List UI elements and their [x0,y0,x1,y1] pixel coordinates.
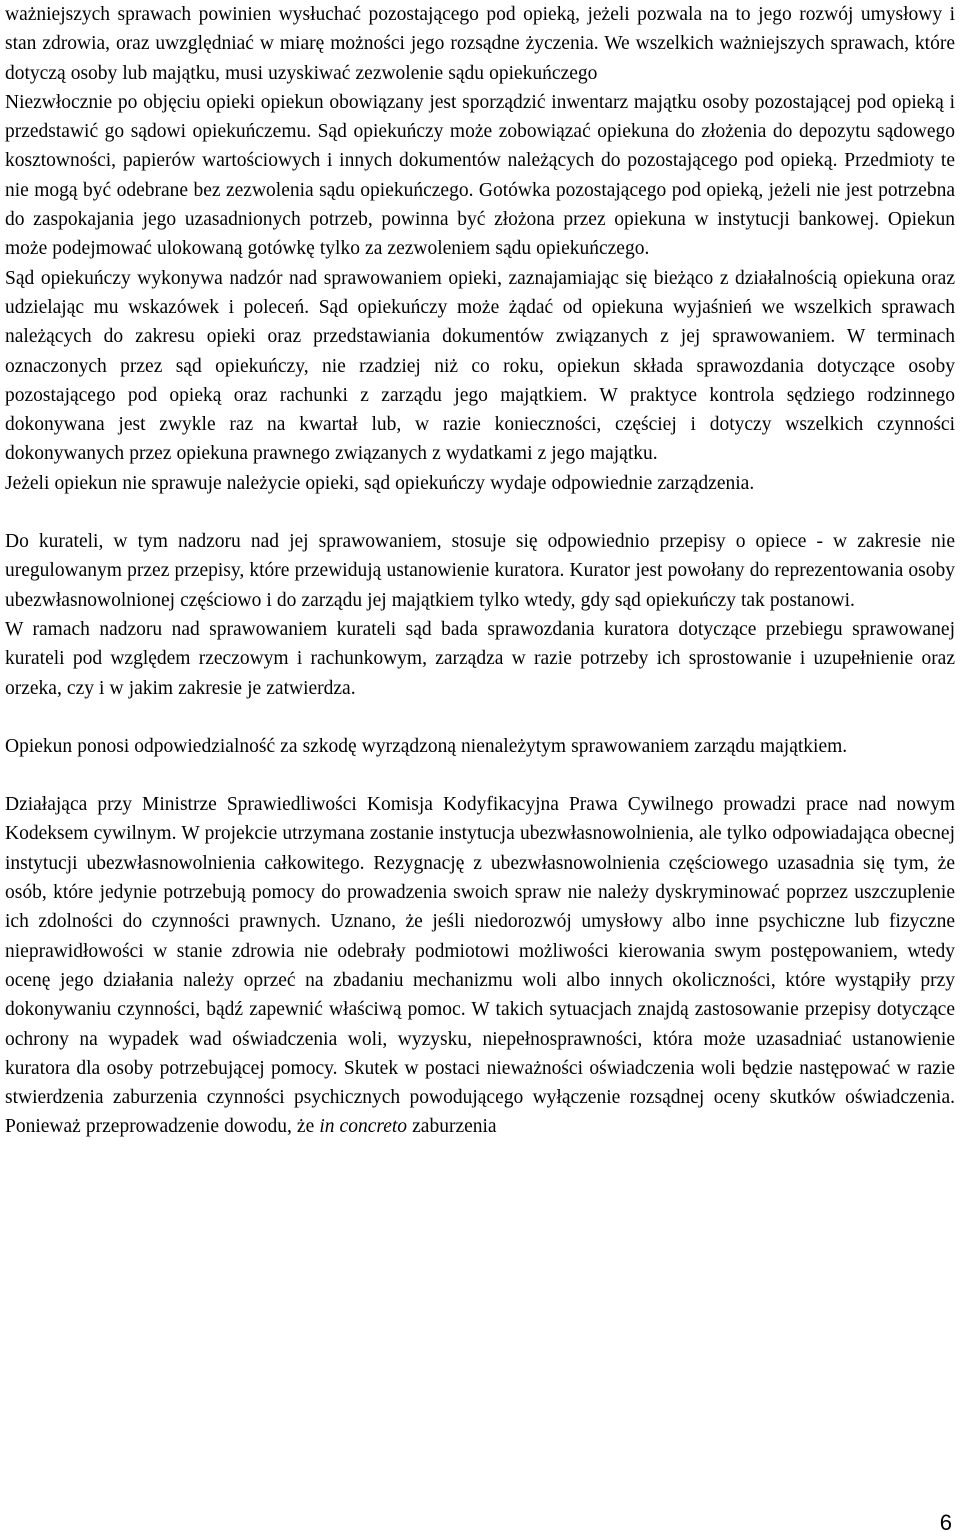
paragraph-court-supervision: Sąd opiekuńczy wykonywa nadzór nad sprawowaniem opieki, zaznajamiając się bieżąco z działalnością opiekuna oraz udzielając mu wskazówek i poleceń. Sąd opiekuńczy może żądać od opiekuna wyjaśnień we wszelkich sprawach należących do zakresu opieki oraz przedstawiania dokumentów związanych z jej sprawowaniem. W terminach oznaczonych przez sąd opiekuńczy, nie rzadziej niż co roku, opiekun składa sprawozdania dotyczące osoby pozostającego pod opieką oraz rachunki z zarządu jego majątkiem. W praktyce kontrola sędziego rodzinnego dokonywana jest zwykle raz na kwartał lub, w razie konieczności, częściej i dotyczy wszelkich czynności dokonywanych przez opiekuna prawnego związanych z wydatkami z jego majątku. [5,267,955,465]
paragraph-curatorship: Do kurateli, w tym nadzoru nad jej sprawowaniem, stosuje się odpowiednio przepisy o opiece - w zakresie nie uregulowanym przez przepisy, które przewidują ustanowienie kuratora. Kurator jest powołany do reprezentowania osoby ubezwłasnowolnionej częściowo i do zarządu jej majątkiem tylko wtedy, gdy sąd opiekuńczy tak postanowi. [5,531,955,611]
paragraph-curator-reports: W ramach nadzoru nad sprawowaniem kurateli sąd bada sprawozdania kuratora dotyczące przebiegu sprawowanej kurateli pod względem rzeczowym i rachunkowym, zarządza w razie potrzeby ich sprostowanie i uzupełnienie oraz orzeka, czy i w jakim zakresie je zatwierdza. [5,618,955,699]
italic-phrase: in concreto [319,1116,408,1138]
page-number: 6 [939,1510,952,1535]
document-page [5,0,955,1142]
paragraph-inventory: Niezwłocznie po objęciu opieki opiekun obowiązany jest sporządzić inwentarz majątku osoby pozostającej pod opieką i przedstawić go sądowi opiekuńczemu. Sąd opiekuńczy może zobowiązać opiekuna do złożenia do depozytu sądowego kosztowności, papierów wartościowych i innych dokumentów należących do pozostającego pod opieką. Przedmioty te nie mogą być odebrane bez zezwolenia sądu opiekuńczego. Gotówka pozostającego pod opieką, jeżeli nie jest potrzebna do zaspokajania jego uzasadnionych potrzeb, powinna być złożona przez opiekuna w instytucji bankowej. Opiekun może podejmować ulokowaną gotówkę tylko za zezwoleniem sądu opiekuńczego. [5,91,955,260]
paragraph-codification-tail: zaburzenia [412,1116,497,1138]
paragraph-guardian-hearing: ważniejszych sprawach powinien wysłuchać pozostającego pod opieką, jeżeli pozwala na to jego rozwój umysłowy i stan zdrowia, oraz uwzględniać w miarę możności jego rozsądne życzenia. We wszelkich ważniejszych sprawach, które dotyczą osoby lub majątku, musi uzyskiwać zezwolenie sądu opiekuńczego [5,4,955,84]
paragraph-codification-commission [5,790,955,1142]
paragraph-liability: Opiekun ponosi odpowiedzialność za szkodę wyrządzoną nienależytym sprawowaniem zarządu majątkiem. [5,735,848,757]
paragraph-codification-text: Działająca przy Ministrze Sprawiedliwości Komisja Kodyfikacyjna Prawa Cywilnego prowadzi prace nad nowym Kodeksem cywilnym. W projekcie utrzymana zostanie instytucja ubezwłasnowolnienia, ale tylko odpowiadająca obecnej instytucji ubezwłasnowolnienia całkowitego. Rezygnację z ubezwłasnowolnienia częściowego uzasadnia się tym, że osób, które jedynie potrzebują pomocy do prowadzenia swoich spraw nie należy dyskryminować poprzez uszczuplenie ich zdolności do czynności prawnych. Uznano, że jeśli niedorozwój umysłowy albo inne psychiczne lub fizyczne nieprawidłowości w stanie zdrowia nie odebrały podmiotowi możliwości kierowania swym postępowaniem, wtedy ocenę jego działania należy oprzeć na zbadaniu mechanizmu woli albo innych okoliczności, które wystąpiły przy dokonywaniu czynności, bądź zapewnić właściwą pomoc. W takich sytuacjach znajdą zastosowanie przepisy dotyczące ochrony na wypadek wad oświadczenia woli, wyzysku, niepełnosprawności, która może uzasadniać ustanowienie kuratora dla osoby potrzebującej pomocy. Skutek w postaci nieważności oświadczenia woli będzie następować w razie stwierdzenia zaburzenia czynności psychicznych powodującego wyłączenie rozsądnej oceny skutków oświadczenia. Ponieważ przeprowadzenie dowodu, że [5,794,955,1138]
paragraph-court-orders: Jeżeli opiekun nie sprawuje należycie opieki, sąd opiekuńczy wydaje odpowiednie zarządzenia. [5,472,755,494]
